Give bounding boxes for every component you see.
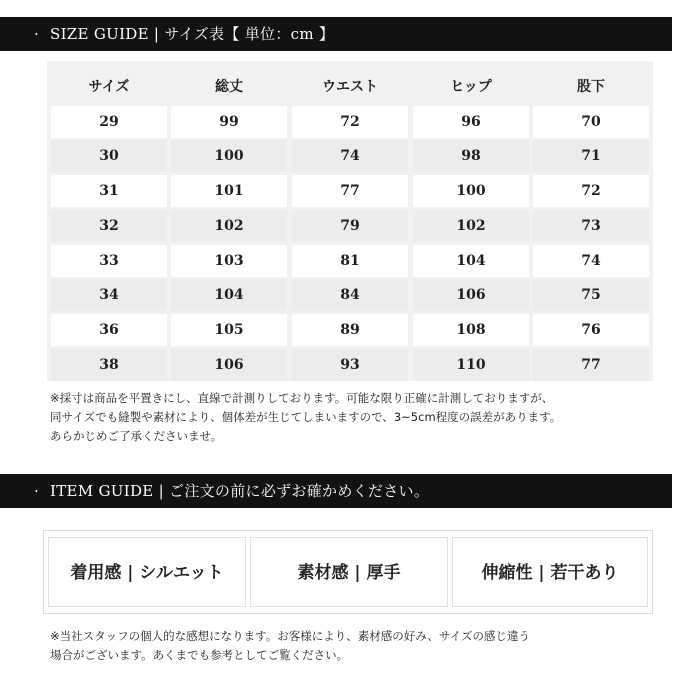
- item-guide-box: [43, 530, 653, 614]
- table-cell: 110: [413, 349, 529, 381]
- table-cell: 101: [171, 175, 287, 207]
- table-cell: 106: [413, 279, 529, 311]
- table-cell: 96: [413, 106, 529, 138]
- size-note-line: あらかじめご了承くださいませ。: [50, 429, 223, 443]
- table-cell: 30: [51, 140, 167, 172]
- size-note-line: 同サイズでも縫製や素材により、個体差が生じてしまいますので、3~5cm程度の誤差があります。: [50, 410, 562, 424]
- table-header-cell: 総丈: [215, 79, 243, 95]
- table-cell: 106: [171, 349, 287, 381]
- table-header-cell: ヒップ: [450, 79, 492, 95]
- item-guide-title: ITEM GUIDE | ご注文の前に必ずお確かめください。: [50, 482, 430, 500]
- table-cell: 100: [413, 175, 529, 207]
- fit-silhouette: 着用感 | シルエット: [48, 537, 246, 607]
- bullet-dot: ·: [34, 482, 40, 500]
- table-cell: 104: [171, 279, 287, 311]
- table-cell: 104: [413, 245, 529, 277]
- table-row: [47, 210, 653, 242]
- item-guide-header: [0, 474, 672, 508]
- table-header-cell: サイズ: [88, 79, 130, 95]
- table-cell: 100: [171, 140, 287, 172]
- size-note: [50, 389, 670, 446]
- table-cell: 102: [413, 210, 529, 242]
- table-row: [47, 349, 653, 381]
- table-cell: 73: [533, 210, 649, 242]
- table-cell: 103: [171, 245, 287, 277]
- item-note-line: ※当社スタッフの個人的な感想になります。お客様により、素材感の好み、サイズの感じ違う: [50, 629, 530, 643]
- table-cell: 72: [533, 175, 649, 207]
- table-cell: 98: [413, 140, 529, 172]
- size-note-line: ※採寸は商品を平置きにし、直線で計測りしております。可能な限り正確に計測しておりますが、: [50, 391, 554, 405]
- table-cell: 102: [171, 210, 287, 242]
- table-cell: 70: [533, 106, 649, 138]
- table-cell: 105: [171, 314, 287, 346]
- item-note: [50, 627, 670, 665]
- stretch: 伸縮性 | 若干あり: [452, 537, 648, 607]
- table-cell: 34: [51, 279, 167, 311]
- table-cell: 81: [292, 245, 408, 277]
- table-cell: 74: [292, 140, 408, 172]
- size-table: [47, 61, 653, 381]
- table-row: [47, 175, 653, 207]
- table-cell: 33: [51, 245, 167, 277]
- table-row: [47, 106, 653, 138]
- size-guide-header: [0, 17, 672, 51]
- table-cell: 79: [292, 210, 408, 242]
- table-row: [47, 314, 653, 346]
- table-cell: 99: [171, 106, 287, 138]
- table-cell: 76: [533, 314, 649, 346]
- table-row: [47, 279, 653, 311]
- table-header-cell: 股下: [577, 79, 605, 95]
- table-cell: 75: [533, 279, 649, 311]
- table-header-cell: ウエスト: [322, 79, 378, 95]
- table-cell: 38: [51, 349, 167, 381]
- bullet-dot: ·: [34, 25, 40, 43]
- table-cell: 84: [292, 279, 408, 311]
- table-row: [47, 245, 653, 277]
- table-cell: 89: [292, 314, 408, 346]
- table-cell: 77: [292, 175, 408, 207]
- table-cell: 74: [533, 245, 649, 277]
- size-guide-title: SIZE GUIDE | サイズ表【 単位：cm 】: [50, 25, 335, 43]
- table-cell: 77: [533, 349, 649, 381]
- table-cell: 36: [51, 314, 167, 346]
- table-cell: 31: [51, 175, 167, 207]
- table-cell: 29: [51, 106, 167, 138]
- table-cell: 93: [292, 349, 408, 381]
- material-feel: 素材感 | 厚手: [250, 537, 448, 607]
- table-cell: 72: [292, 106, 408, 138]
- table-cell: 71: [533, 140, 649, 172]
- item-note-line: 場合がございます。あくまでも参考としてご覧ください。: [50, 648, 349, 662]
- table-header-row: [47, 71, 653, 103]
- table-cell: 108: [413, 314, 529, 346]
- table-row: [47, 140, 653, 172]
- table-cell: 32: [51, 210, 167, 242]
